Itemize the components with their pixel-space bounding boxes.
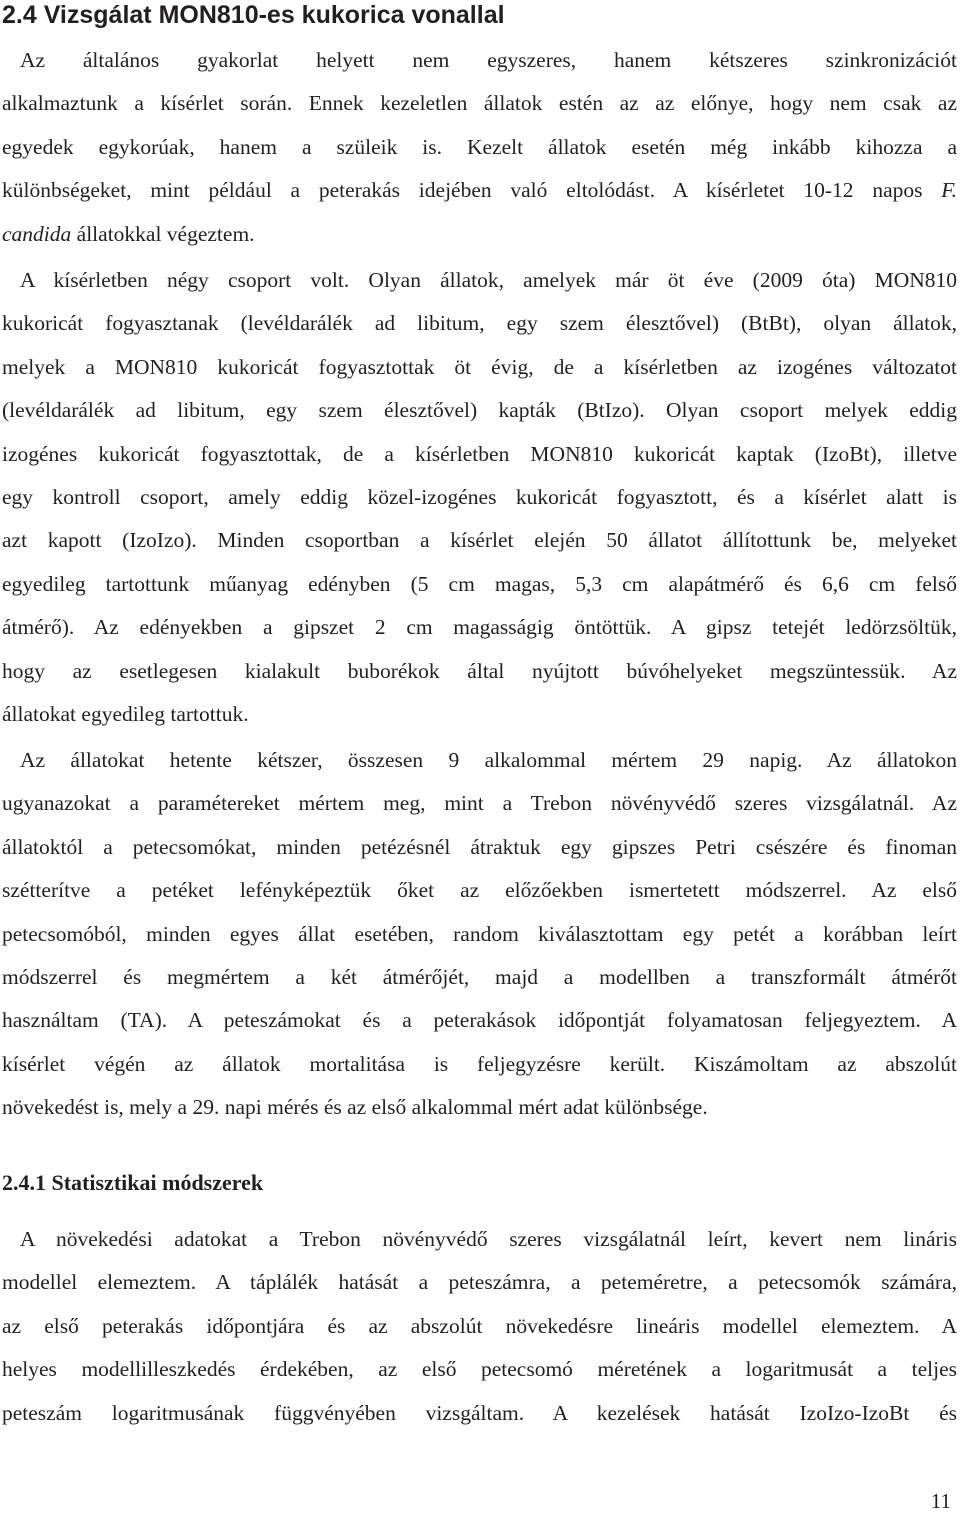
paragraph-line: módszerrel és megmértem a két átmérőjét, majd a modellben a transzformált átmérőt [2,965,957,990]
species-genus: F. [941,178,957,203]
paragraph-line: (levéldarálék ad libitum, egy szem élesztővel) kapták (BtIzo). Olyan csoport melyek eddig [2,398,957,423]
paragraph-measurements [2,739,957,1130]
paragraph-line: hogy az esetlegesen kialakult buborékok által nyújtott búvóhelyeket megszüntessük. Az [2,658,957,683]
paragraph-line: átmérő). Az edényekben a gipszet 2 cm magasságig öntöttük. A gipsz tetejét ledörzsöltük, [2,615,957,640]
paragraph-line: állatokat egyedileg tartottuk. [2,702,249,727]
paragraph-line: növekedést is, mely a 29. napi mérés és az első alkalommal mért adat különbsége. [2,1095,708,1120]
paragraph-line: helyes modellilleszkedés érdekében, az első petecsomó méretének a logaritmusát a teljes [2,1357,957,1382]
paragraph-intro [2,39,957,256]
paragraph-line: izogénes kukoricát fogyasztottak, de a kísérletben MON810 kukoricát kaptak (IzoBt), illetve [2,441,957,466]
species-epithet: candida [2,221,72,246]
paragraph-line: kísérlet végén az állatok mortalitása is feljegyzésre került. Kiszámoltam az abszolút [2,1051,957,1076]
paragraph-groups [2,259,957,736]
paragraph-line [2,169,957,212]
paragraph-line: egyedileg tartottunk műanyag edényben (5 cm magas, 5,3 cm alapátmérő és 6,6 cm felső [2,571,957,596]
paragraph-line: szétterítve a petéket lefényképeztük őket az előzőekben ismertetett módszerrel. Az első [2,878,957,903]
page-number: 11 [930,1489,951,1513]
paragraph-line: kukoricát fogyasztanak (levéldarálék ad libitum, egy szem élesztővel) (BtBt), olyan állatok, [2,311,957,336]
paragraph-line: az első peterakás időpontjára és az abszolút növekedésre lineáris modellel elemeztem. A [2,1313,957,1338]
paragraph-line: alkalmaztunk a kísérlet során. Ennek kezeletlen állatok estén az az előnye, hogy nem csak az [2,91,957,116]
paragraph-line: A kísérletben négy csoport volt. Olyan állatok, amelyek már öt éve (2009 óta) MON810 [20,268,957,292]
paragraph-line: azt kapott (IzoIzo). Minden csoportban a kísérlet elején 50 állatot állítottunk be, melyeket [2,528,957,553]
paragraph-line: Az állatokat hetente kétszer, összesen 9 alkalommal mértem 29 napig. Az állatokon [20,748,957,772]
paragraph-line: petecsomóból, minden egyes állat esetében, random kiválasztottam egy petét a korábban leírt [2,921,957,946]
paragraph-line: modellel elemeztem. A táplálék hatását a peteszámra, a peteméretre, a petecsomók számára, [2,1270,957,1295]
subsection-heading: 2.4.1 Statisztikai módszerek [2,1170,264,1195]
paragraph-statistics [2,1218,957,1435]
paragraph-line: egy kontroll csoport, amely eddig közel-izogénes kukoricát fogyasztott, és a kísérlet alatt is [2,485,957,510]
paragraph-line: A növekedési adatokat a Trebon növényvédő szeres vizsgálatnál leírt, kevert nem lináris [20,1227,957,1251]
paragraph-line: állatoktól a petecsomókat, minden petézésnél átraktuk egy gipszes Petri csészére és finoman [2,834,957,859]
paragraph-line: ugyanazokat a paramétereket mértem meg, mint a Trebon növényvédő szeres vizsgálatnál. Az [2,791,957,816]
paragraph-line: használtam (TA). A peteszámokat és a peterakások időpontját folyamatosan feljegyeztem. A [2,1008,957,1033]
paragraph-line: melyek a MON810 kukoricát fogyasztottak öt évig, de a kísérletben az izogénes változatot [2,354,957,379]
paragraph-line: egyedek egykorúak, hanem a szüleik is. Kezelt állatok esetén még inkább kihozza a [2,134,957,159]
paragraph-line: Az általános gyakorlat helyett nem egyszeres, hanem kétszeres szinkronizációt [20,48,957,72]
line-text: különbségeket, mint például a peterakás idejében való eltolódást. A kísérletet 10-12 napos F. [2,178,957,203]
paragraph-line [2,213,957,256]
line-text: candida állatokkal végeztem. [2,221,255,246]
paragraph-line: peteszám logaritmusának függvényében vizsgáltam. A kezelések hatását IzoIzo-IzoBt és [2,1400,957,1425]
section-heading: 2.4 Vizsgálat MON810-es kukorica vonallal [2,1,505,29]
